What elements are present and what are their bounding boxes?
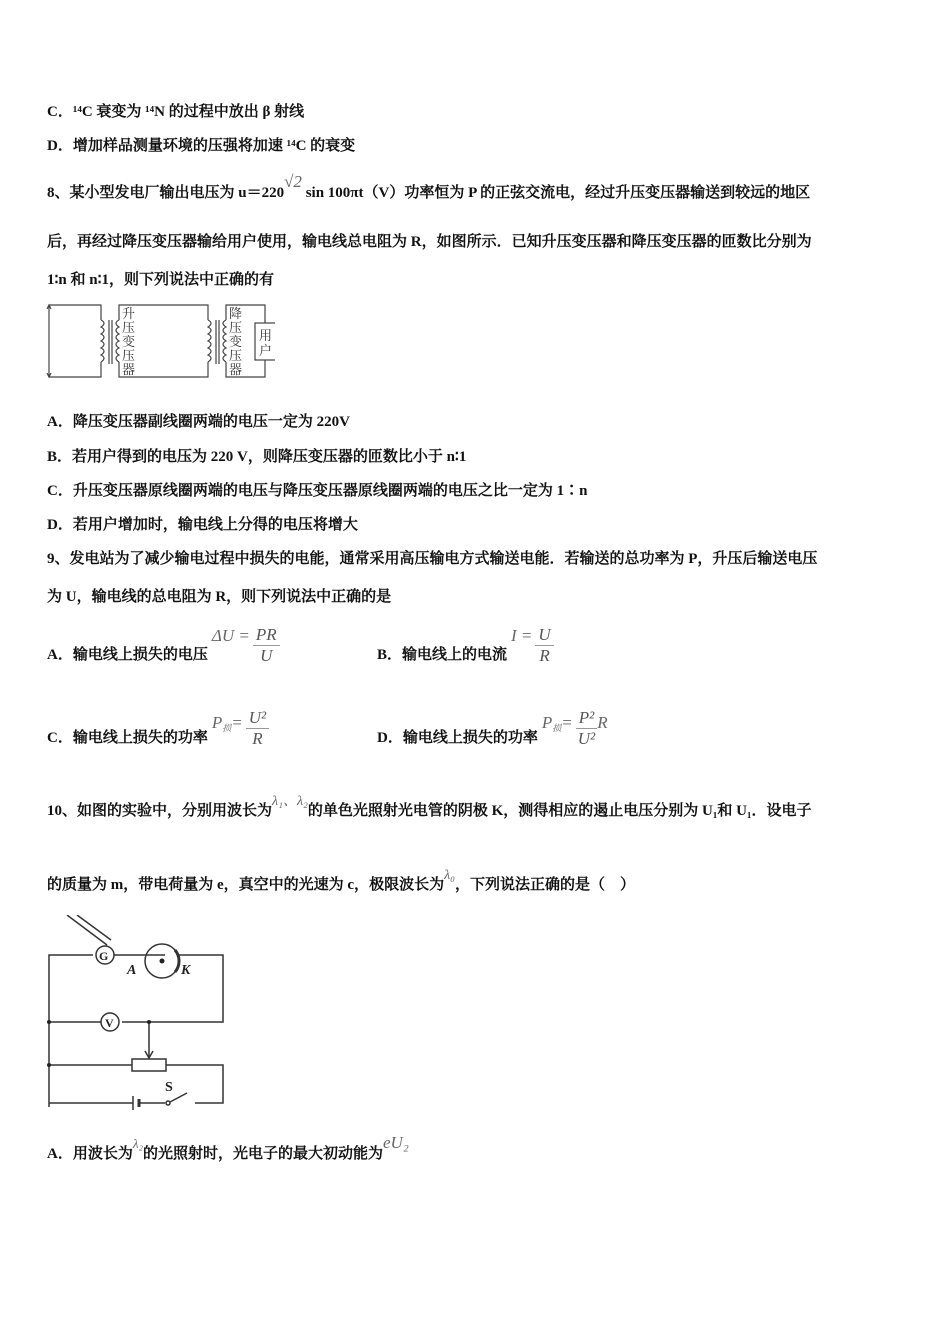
svg-text:用: 用 xyxy=(259,328,273,343)
energy-formula: eU₂ xyxy=(383,1133,409,1152)
numerator: PR xyxy=(253,625,280,646)
q7-option-c: C．¹⁴C 衰变为 ¹⁴N 的过程中放出 β 射线 xyxy=(47,104,305,120)
step-up-label xyxy=(122,306,135,377)
q9-option-a xyxy=(47,625,280,666)
switch-label: S xyxy=(165,1080,173,1095)
lambda-formula: λ₀ xyxy=(444,868,456,883)
photoelectric-circuit-diagram xyxy=(45,915,235,1115)
q8-option-c: C．升压变压器原线圈两端的电压与降压变压器原线圈两端的电压之比一定为 1∶n xyxy=(47,483,588,499)
lambda-formula: λ₁、λ₂ xyxy=(272,794,308,809)
q10-text: 的单色光照射光电管的阴极 K，测得相应的遏止电压分别为 U₁和 U₁．设电子 xyxy=(307,803,812,819)
svg-text:压: 压 xyxy=(122,348,136,363)
q9-option-c xyxy=(47,708,269,749)
option-text: A．用波长为 xyxy=(47,1146,133,1162)
svg-text:降: 降 xyxy=(229,306,243,321)
svg-text:压: 压 xyxy=(229,348,243,363)
q10-stem-line1 xyxy=(47,794,812,822)
fraction xyxy=(246,708,269,749)
fraction xyxy=(253,625,280,666)
q9-stem-line1: 9、发电站为了减少输电过程中损失的电能，通常采用高压输电方式输送电能．若输送的总功率为 P，升压后输送电压 xyxy=(47,551,818,567)
formula-tail: R xyxy=(597,712,608,732)
svg-text:户: 户 xyxy=(259,343,273,358)
q8-option-a: A．降压变压器副线圈两端的电压一定为 220V xyxy=(47,414,350,430)
denominator: U² xyxy=(577,729,596,748)
voltmeter-label: V xyxy=(105,1016,114,1030)
q8-text: 8、某小型发电厂输出电压为 u＝220 xyxy=(47,185,285,201)
denominator: R xyxy=(539,646,550,665)
q10-text: ，下列说法正确的是（ ） xyxy=(455,877,636,893)
option-text: C．输电线上损失的功率 xyxy=(47,729,208,746)
q8-text: sin 100πt（V）功率恒为 P 的正弦交流电，经过升压变压器输送到较远的地区 xyxy=(301,185,811,201)
numerator: U xyxy=(535,625,553,646)
anode-label: A xyxy=(127,963,137,978)
q8-stem-line3: 1∶n 和 n∶1，则下列说法中正确的有 xyxy=(47,272,274,288)
numerator: P² xyxy=(576,708,597,729)
q9-option-b xyxy=(377,625,554,666)
svg-text:变: 变 xyxy=(122,334,136,349)
svg-text:器: 器 xyxy=(122,362,136,377)
svg-text:压: 压 xyxy=(122,320,136,335)
galvanometer-label: G xyxy=(99,949,109,963)
formula-lhs: $P_损=$ xyxy=(541,712,573,733)
fraction xyxy=(535,625,553,666)
q7-option-d: D．增加样品测量环境的压强将加速 ¹⁴C 的衰变 xyxy=(47,138,356,154)
svg-text:升: 升 xyxy=(122,306,136,321)
option-text: 的光照射时，光电子的最大初动能为 xyxy=(143,1146,384,1162)
q8-stem-line2: 后，再经过降压变压器输给用户使用，输电线总电阻为 R，如图所示．已知升压变压器和降压变压器的匝数比分别为 xyxy=(47,234,812,250)
q8-option-d: D．若用户增加时，输电线上分得的电压将增大 xyxy=(47,517,358,533)
denominator: U xyxy=(260,646,273,665)
svg-text:器: 器 xyxy=(229,362,243,377)
step-down-label xyxy=(229,306,242,377)
transformer-diagram xyxy=(45,300,275,382)
formula-lhs: I = xyxy=(511,625,533,645)
q10-text: 的质量为 m，带电荷量为 e，真空中的光速为 c，极限波长为 xyxy=(47,877,445,893)
numerator: U² xyxy=(246,708,269,729)
option-text: D．输电线上损失的功率 xyxy=(377,729,538,746)
q9-option-d xyxy=(377,708,608,749)
svg-text:压: 压 xyxy=(229,320,243,335)
user-label xyxy=(259,328,272,358)
fraction xyxy=(576,708,597,749)
q10-text: 10、如图的实验中，分别用波长为 xyxy=(47,803,273,819)
lambda-formula: λ₂ xyxy=(132,1136,143,1151)
q8-option-b: B．若用户得到的电压为 220 V，则降压变压器的匝数比小于 n∶1 xyxy=(47,449,467,465)
svg-text:变: 变 xyxy=(229,334,243,349)
option-text: A．输电线上损失的电压 xyxy=(47,646,208,663)
q8-stem-line1 xyxy=(47,172,811,203)
cathode-label: K xyxy=(181,963,191,978)
q10-option-a xyxy=(47,1133,409,1164)
sqrt-formula: √2 xyxy=(284,172,302,191)
denominator: R xyxy=(252,729,263,748)
formula-lhs: ΔU = xyxy=(211,625,250,645)
q10-stem-line2 xyxy=(47,868,636,896)
q9-stem-line2: 为 U，输电线的总电阻为 R，则下列说法中正确的是 xyxy=(47,589,392,605)
option-text: B．输电线上的电流 xyxy=(377,646,508,663)
formula-lhs: $P_损=$ xyxy=(211,712,243,733)
